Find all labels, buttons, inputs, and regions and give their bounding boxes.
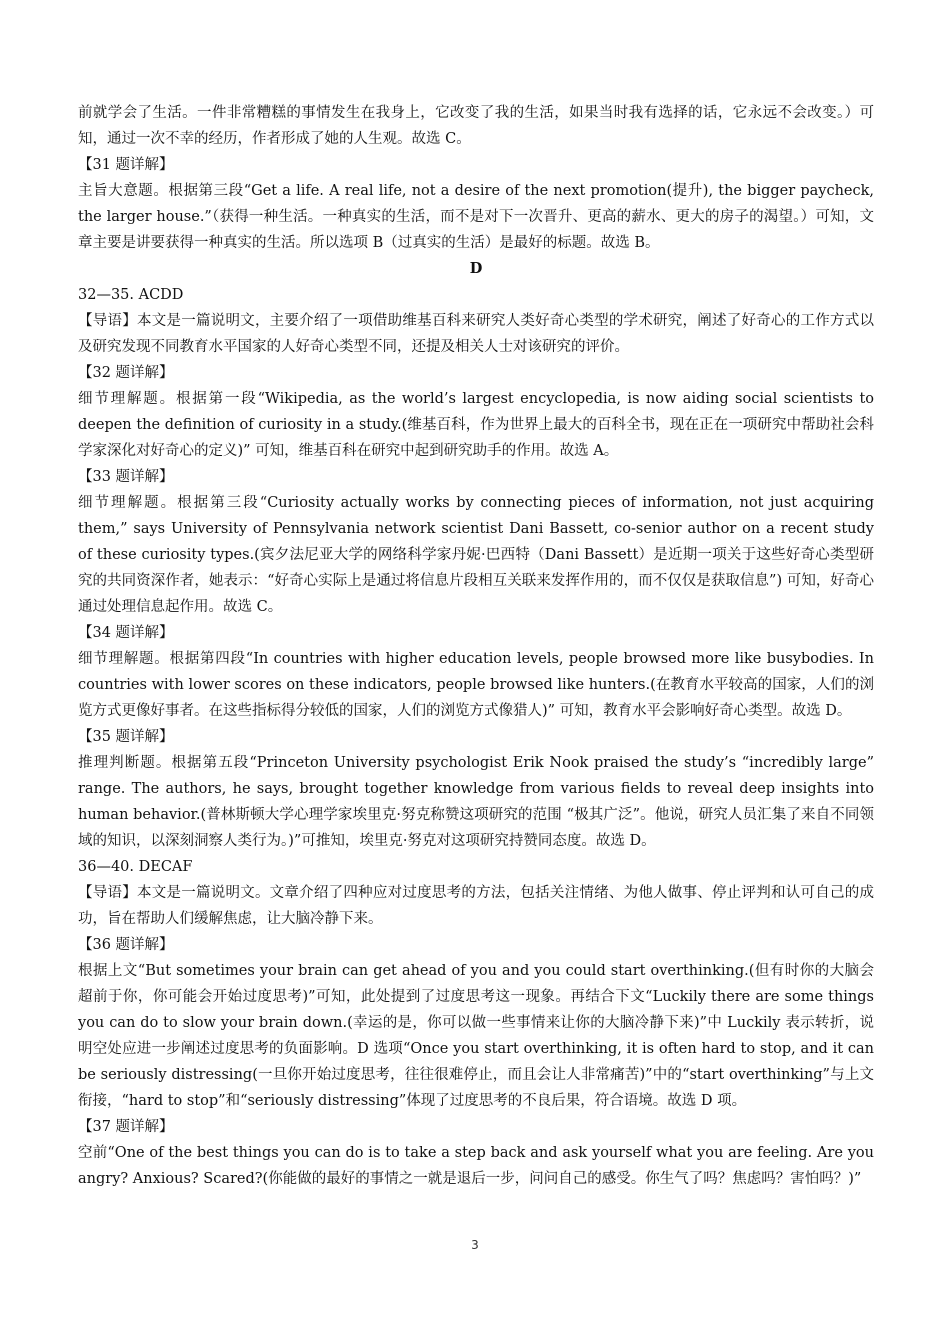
paragraph: 前就学会了生活。一件非常糟糕的事情发生在我身上，它改变了我的生活，如果当时我有选择的话，它永远不会改变。）可知，通过一次不幸的经历，作者形成了她的人生观。故选 C。 bbox=[78, 105, 874, 147]
section-heading: 【33 题详解】 bbox=[78, 469, 174, 485]
paragraph: 根据上文“But sometimes your brain can get ahead of you and you could start overthinking.(但有时你的大脑会超前于你，你可能会开始过度思考)”可知，此处提到了过度思考这一现象。再结合下文“Luckily there are some things you can do to slow your brain down.(幸运的是，你可以做一些事情来让你的大脑冷静下来)”中 Luckily 表示转折，说明空处应进一步阐述过度思考的负面影响。D 选项“Once you start overthinking, it is often hard to stop, and it can be seriously distressing(一旦你开始过度思考，往往很难停止，而且会让人非常痛苦)”中的“start overthinking”与上文衔接，“hard to stop”和“seriously distressing”体现了过度思考的不良后果，符合语境。故选 D 项。 bbox=[78, 963, 874, 1109]
section-heading: 【37 题详解】 bbox=[78, 1119, 174, 1135]
page-number: 3 bbox=[471, 1238, 479, 1252]
answer-key: 32—35. ACDD bbox=[78, 287, 184, 303]
section-heading: 【35 题详解】 bbox=[78, 729, 174, 745]
document-body bbox=[78, 100, 874, 1192]
paragraph: 【导语】本文是一篇说明文，主要介绍了一项借助维基百科来研究人类好奇心类型的学术研究，阐述了好奇心的工作方式以及研究发现不同教育水平国家的人好奇心类型不同，还提及相关人士对该研究的评价。 bbox=[78, 313, 874, 355]
section-heading: 【32 题详解】 bbox=[78, 365, 174, 381]
paragraph: 空前“One of the best things you can do is to take a step back and ask yourself what you are feeling. Are you angry? Anxious? Scared?(你能做的最好的事情之一就是退后一步，问问自己的感受。你生气了吗？焦虑吗？害怕吗？)” bbox=[78, 1145, 874, 1187]
answer-key: 36—40. DECAF bbox=[78, 859, 193, 875]
section-heading: 【36 题详解】 bbox=[78, 937, 174, 953]
paragraph: 【导语】本文是一篇说明文。文章介绍了四种应对过度思考的方法，包括关注情绪、为他人做事、停止评判和认可自己的成功，旨在帮助人们缓解焦虑，让大脑冷静下来。 bbox=[78, 885, 874, 927]
paragraph: 主旨大意题。根据第三段“Get a life. A real life, not a desire of the next promotion(提升), the bigger paycheck, the larger house.”（获得一种生活。一种真实的生活，而不是对下一次晋升、更高的薪水、更大的房子的渴望。）可知，文章主要是讲要获得一种真实的生活。所以选项 B（过真实的生活）是最好的标题。故选 B。 bbox=[78, 183, 874, 251]
section-heading: 【31 题详解】 bbox=[78, 157, 174, 173]
section-letter: D bbox=[469, 260, 483, 277]
paragraph: 推理判断题。根据第五段“Princeton University psychologist Erik Nook praised the study’s “incredibly large” range. The authors, he says, brought together knowledge from various fields to reveal deep insights into human behavior.(普林斯顿大学心理学家埃里克·努克称赞这项研究的范围 “极其广泛”。他说，研究人员汇集了来自不同领域的知识，以深刻洞察人类行为。)”可推知，埃里克·努克对这项研究持赞同态度。故选 D。 bbox=[78, 755, 874, 849]
paragraph: 细节理解题。根据第四段“In countries with higher education levels, people browsed more like busybodies. In countries with lower scores on these indicators, people browsed like hunters.(在教育水平较高的国家，人们的浏览方式更像好事者。在这些指标得分较低的国家，人们的浏览方式像猎人)” 可知，教育水平会影响好奇心类型。故选 D。 bbox=[78, 651, 874, 719]
paragraph: 细节理解题。根据第一段“Wikipedia, as the world’s largest encyclopedia, is now aiding social scientists to deepen the definition of curiosity in a study.(维基百科，作为世界上最大的百科全书，现在正在一项研究中帮助社会科学家深化对好奇心的定义)” 可知，维基百科在研究中起到研究助手的作用。故选 A。 bbox=[78, 391, 874, 459]
paragraph: 细节理解题。根据第三段“Curiosity actually works by connecting pieces of information, not just acquiring them,” says University of Pennsylvania network scientist Dani Bassett, co-senior author on a recent study of these curiosity types.(宾夕法尼亚大学的网络科学家丹妮·巴西特（Dani Bassett）是近期一项关于这些好奇心类型研究的共同资深作者，她表示：“好奇心实际上是通过将信息片段相互关联来发挥作用的，而不仅仅是获取信息”) 可知，好奇心通过处理信息起作用。故选 C。 bbox=[78, 495, 874, 615]
section-heading: 【34 题详解】 bbox=[78, 625, 174, 641]
